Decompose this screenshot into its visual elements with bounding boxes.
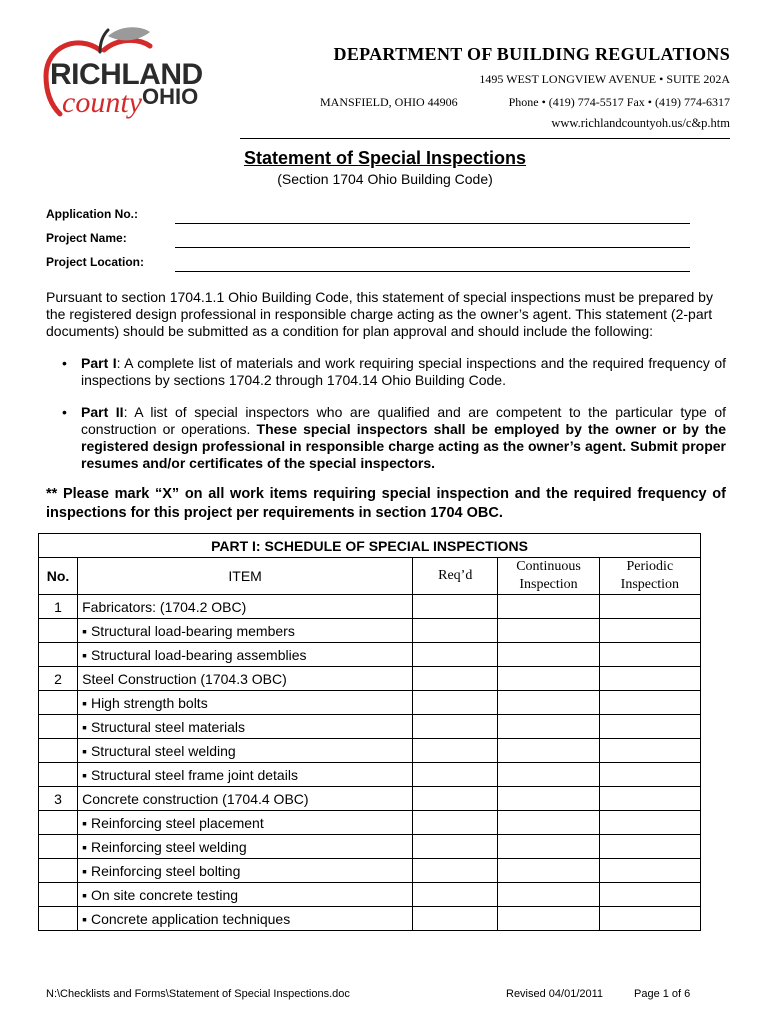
logo-word-richland: RICHLAND	[50, 58, 203, 91]
continuous-checkbox-cell[interactable]	[498, 739, 599, 763]
address-street: 1495 WEST LONGVIEW AVENUE • SUITE 202A	[479, 72, 730, 86]
bullet-marker: •	[62, 355, 67, 371]
continuous-checkbox-cell[interactable]	[498, 907, 599, 931]
row-number	[39, 739, 78, 763]
row-number	[39, 811, 78, 835]
row-item: ▪ Structural steel welding	[78, 739, 413, 763]
reqd-checkbox-cell[interactable]	[413, 907, 498, 931]
continuous-checkbox-cell[interactable]	[498, 763, 599, 787]
reqd-checkbox-cell[interactable]	[413, 643, 498, 667]
periodic-checkbox-cell[interactable]	[599, 643, 700, 667]
table-header-row	[39, 558, 701, 595]
reqd-checkbox-cell[interactable]	[413, 763, 498, 787]
row-number	[39, 643, 78, 667]
reqd-checkbox-cell[interactable]	[413, 787, 498, 811]
continuous-checkbox-cell[interactable]	[498, 619, 599, 643]
website-link[interactable]: www.richlandcountyoh.us/c&p.htm	[551, 116, 730, 130]
table-row	[39, 883, 701, 907]
table-row	[39, 907, 701, 931]
table-row	[39, 787, 701, 811]
table-row	[39, 811, 701, 835]
periodic-checkbox-cell[interactable]	[599, 715, 700, 739]
continuous-checkbox-cell[interactable]	[498, 715, 599, 739]
row-number	[39, 835, 78, 859]
part-bold-text: These special inspectors shall be employed by the owner or by the registered design professional in responsible charge acting as the owner’s agent. Submit proper resumes and/or certificates of the special inspectors.	[81, 421, 726, 471]
bullet-marker: •	[62, 404, 67, 420]
continuous-checkbox-cell[interactable]	[498, 883, 599, 907]
table-row	[39, 667, 701, 691]
periodic-checkbox-cell[interactable]	[599, 595, 700, 619]
table-row	[39, 691, 701, 715]
reqd-checkbox-cell[interactable]	[413, 619, 498, 643]
address-city: MANSFIELD, OHIO 44906	[320, 95, 458, 109]
reqd-checkbox-cell[interactable]	[413, 883, 498, 907]
table-row	[39, 739, 701, 763]
row-number	[39, 715, 78, 739]
row-item: Steel Construction (1704.3 OBC)	[78, 667, 413, 691]
table-row	[39, 715, 701, 739]
row-item: ▪ Concrete application techniques	[78, 907, 413, 931]
schedule-table	[38, 533, 701, 931]
part-label: Part I	[81, 355, 117, 371]
logo-word-county: county	[62, 86, 142, 119]
continuous-checkbox-cell[interactable]	[498, 787, 599, 811]
richland-county-logo	[38, 24, 218, 124]
footer-file-path: N:\Checklists and Forms\Statement of Special Inspections.doc	[46, 988, 350, 1000]
table-title-row	[39, 534, 701, 558]
application-no-label: Application No.:	[46, 207, 138, 221]
continuous-checkbox-cell[interactable]	[498, 595, 599, 619]
row-item: ▪ Structural steel materials	[78, 715, 413, 739]
row-number	[39, 859, 78, 883]
reqd-checkbox-cell[interactable]	[413, 739, 498, 763]
department-name: DEPARTMENT OF BUILDING REGULATIONS	[333, 44, 730, 64]
row-number	[39, 763, 78, 787]
page-title: Statement of Special Inspections	[243, 148, 527, 168]
row-number	[39, 907, 78, 931]
footer-page-number: Page 1 of 6	[634, 988, 691, 1000]
reqd-checkbox-cell[interactable]	[413, 595, 498, 619]
table-title: PART I: SCHEDULE OF SPECIAL INSPECTIONS	[39, 534, 701, 558]
apple-outline-right	[104, 40, 150, 50]
row-item: ▪ Structural steel frame joint details	[78, 763, 413, 787]
phone-fax: Phone • (419) 774-5517 Fax • (419) 774-6317	[508, 95, 730, 109]
row-number	[39, 691, 78, 715]
row-item: ▪ Reinforcing steel placement	[78, 811, 413, 835]
reqd-checkbox-cell[interactable]	[413, 811, 498, 835]
reqd-checkbox-cell[interactable]	[413, 691, 498, 715]
part-text: : A complete list of materials and work requiring special inspections and the required frequency of inspections by sections 1704.2 through 1704.14 Ohio Building Code.	[81, 355, 726, 388]
footer-revised: Revised 04/01/2011	[506, 988, 604, 1000]
periodic-checkbox-cell[interactable]	[599, 763, 700, 787]
continuous-checkbox-cell[interactable]	[498, 691, 599, 715]
row-item: ▪ High strength bolts	[78, 691, 413, 715]
project-name-label: Project Name:	[46, 231, 127, 245]
continuous-checkbox-cell[interactable]	[498, 835, 599, 859]
logo-word-ohio: OHIO	[142, 84, 199, 109]
row-item: ▪ Structural load-bearing assemblies	[78, 643, 413, 667]
instruction-text: ** Please mark “X” on all work items requiring special inspection and the required frequency of inspections for this project per requirements in section 1704 OBC.	[46, 486, 726, 521]
periodic-checkbox-cell[interactable]	[599, 835, 700, 859]
reqd-checkbox-cell[interactable]	[413, 835, 498, 859]
table-row	[39, 619, 701, 643]
periodic-checkbox-cell[interactable]	[599, 619, 700, 643]
row-number: 3	[39, 787, 78, 811]
periodic-checkbox-cell[interactable]	[599, 739, 700, 763]
application-no-field[interactable]	[175, 223, 690, 224]
table-row	[39, 643, 701, 667]
periodic-checkbox-cell[interactable]	[599, 811, 700, 835]
row-number: 2	[39, 667, 78, 691]
row-item: ▪ On site concrete testing	[78, 883, 413, 907]
project-location-field[interactable]	[175, 271, 690, 272]
reqd-checkbox-cell[interactable]	[413, 667, 498, 691]
part-two-description	[81, 404, 726, 472]
continuous-checkbox-cell[interactable]	[498, 811, 599, 835]
row-item: Concrete construction (1704.4 OBC)	[78, 787, 413, 811]
col-reqd-header: Req’d	[413, 558, 498, 595]
continuous-checkbox-cell[interactable]	[498, 667, 599, 691]
reqd-checkbox-cell[interactable]	[413, 715, 498, 739]
intro-paragraph: Pursuant to section 1704.1.1 Ohio Building Code, this statement of special inspections must be prepared by the registered design professional in responsible charge acting as the owner’s agent. This statement (2-part documents) should be submitted as a condition for plan approval and should include the following:	[46, 289, 713, 339]
row-item: ▪ Reinforcing steel bolting	[78, 859, 413, 883]
periodic-checkbox-cell[interactable]	[599, 667, 700, 691]
apple-leaf	[108, 27, 150, 40]
table-row	[39, 859, 701, 883]
periodic-checkbox-cell[interactable]	[599, 859, 700, 883]
table-row	[39, 763, 701, 787]
row-item: ▪ Reinforcing steel welding	[78, 835, 413, 859]
row-item: Fabricators: (1704.2 OBC)	[78, 595, 413, 619]
reqd-checkbox-cell[interactable]	[413, 859, 498, 883]
row-number: 1	[39, 595, 78, 619]
periodic-checkbox-cell[interactable]	[599, 907, 700, 931]
col-periodic-header: Periodic Inspection	[599, 558, 700, 595]
continuous-checkbox-cell[interactable]	[498, 643, 599, 667]
row-item: ▪ Structural load-bearing members	[78, 619, 413, 643]
periodic-checkbox-cell[interactable]	[599, 883, 700, 907]
periodic-checkbox-cell[interactable]	[599, 691, 700, 715]
table-row	[39, 835, 701, 859]
part-one-description	[81, 355, 726, 389]
row-number	[39, 883, 78, 907]
header-divider	[240, 138, 730, 139]
table-body	[39, 595, 701, 931]
periodic-checkbox-cell[interactable]	[599, 787, 700, 811]
row-number	[39, 619, 78, 643]
part-text: : A list of special inspectors who are qualified and are competent to the particular type of construction or operations.	[81, 404, 726, 437]
page-subtitle: (Section 1704 Ohio Building Code)	[277, 171, 493, 187]
col-item-header: ITEM	[78, 558, 413, 595]
part-label: Part II	[81, 404, 124, 420]
continuous-checkbox-cell[interactable]	[498, 859, 599, 883]
project-name-field[interactable]	[175, 247, 690, 248]
project-location-label: Project Location:	[46, 255, 145, 269]
col-no-header: No.	[39, 558, 78, 595]
table-row	[39, 595, 701, 619]
col-continuous-header: Continuous Inspection	[498, 558, 599, 595]
